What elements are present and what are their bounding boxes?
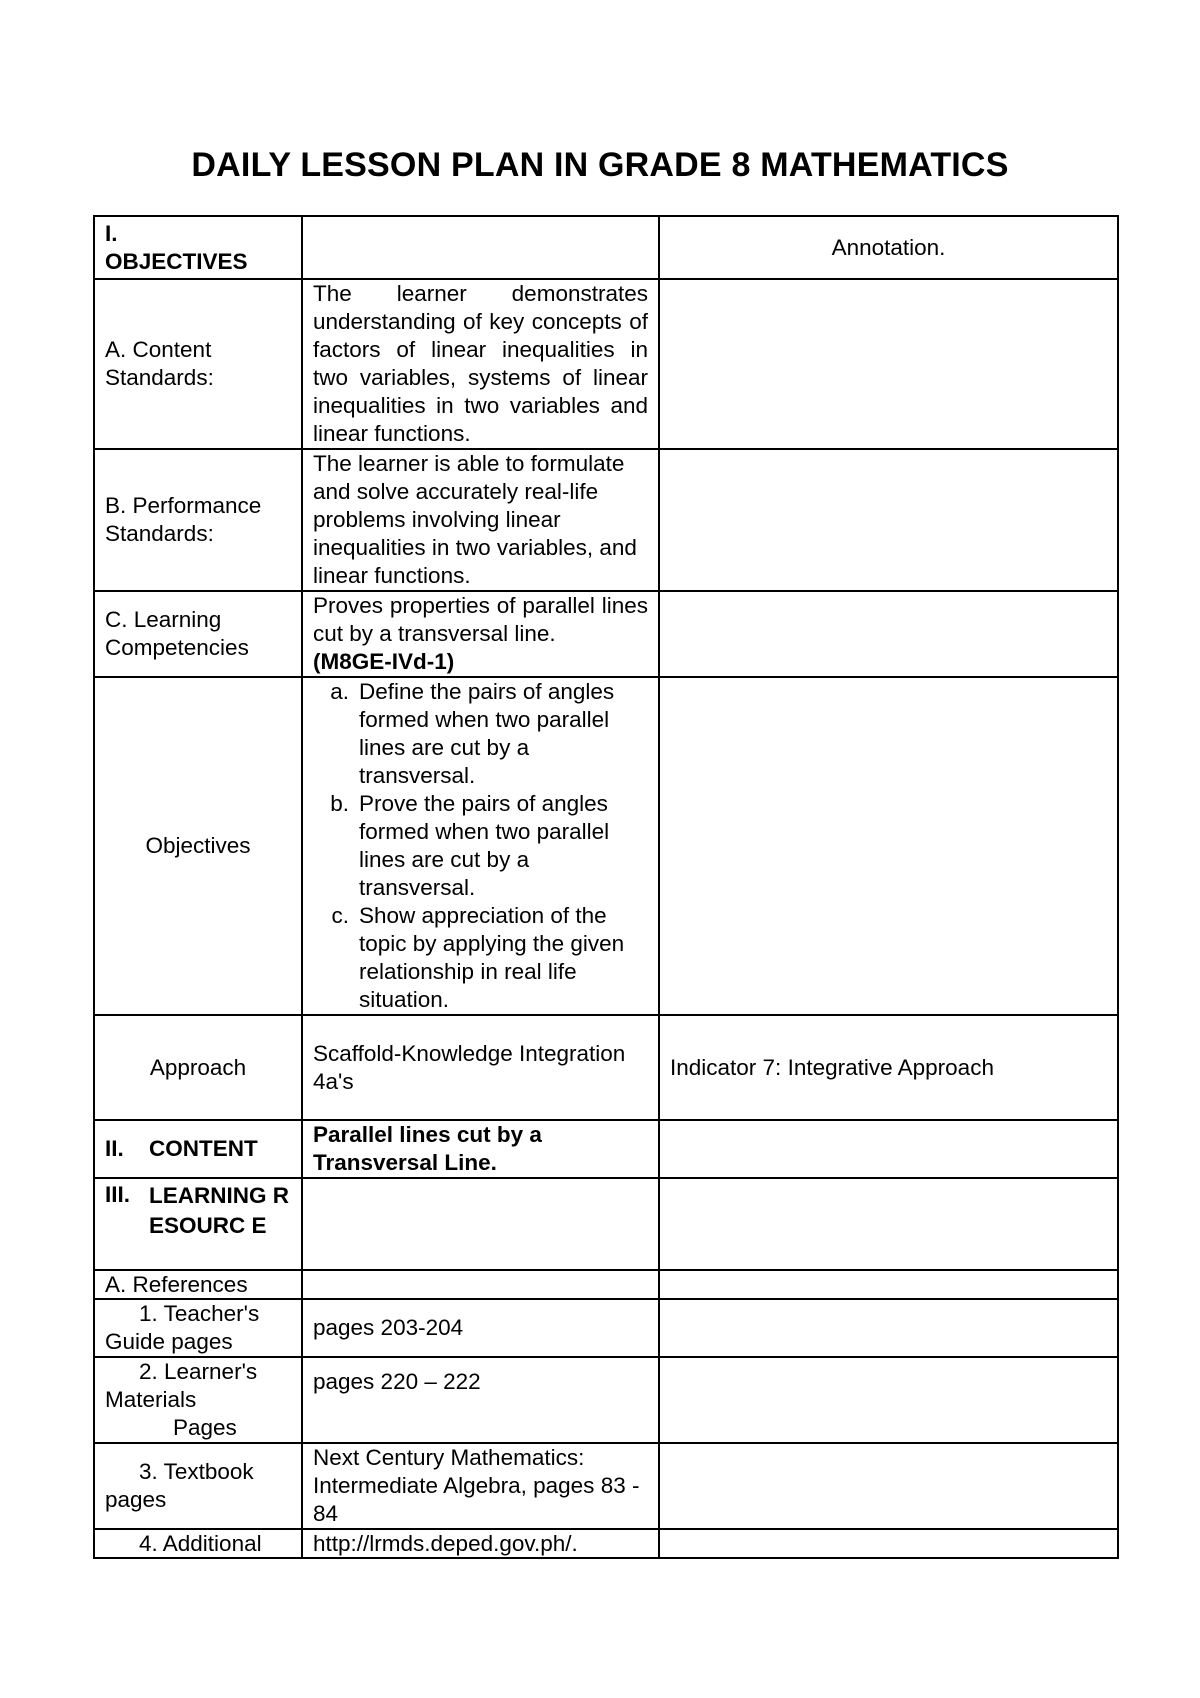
annotation-cell bbox=[659, 1443, 1118, 1529]
table-row-approach bbox=[94, 1015, 1118, 1120]
approach-text: Scaffold-Knowledge Integration 4a's bbox=[302, 1015, 659, 1120]
table-row-learning-resources bbox=[94, 1178, 1118, 1270]
objectives-section-label: I. OBJECTIVES bbox=[94, 216, 302, 279]
section-number: II. bbox=[105, 1136, 124, 1161]
table-row-teachers-guide bbox=[94, 1299, 1118, 1357]
empty-cell bbox=[302, 1178, 659, 1270]
list-text: Define the pairs of angles formed when two parallel lines are cut by a transversal. bbox=[359, 679, 615, 788]
list-letter: b. bbox=[330, 791, 349, 816]
table-row-textbook bbox=[94, 1443, 1118, 1529]
section-number: III. bbox=[105, 1182, 131, 1207]
list-item bbox=[313, 790, 648, 902]
performance-standards-label: B. Performance Standards: bbox=[94, 449, 302, 591]
table-row-performance-standards bbox=[94, 449, 1118, 591]
textbook-label bbox=[94, 1443, 302, 1529]
annotation-cell bbox=[659, 1270, 1118, 1299]
table-row-content-standards bbox=[94, 279, 1118, 449]
textbook-value: Next Century Mathematics: Intermediate Algebra, pages 83 - 84 bbox=[302, 1443, 659, 1529]
learning-competencies-text: Proves properties of parallel lines cut by a transversal line. bbox=[313, 593, 648, 646]
annotation-cell bbox=[659, 279, 1118, 449]
annotation-cell bbox=[659, 591, 1118, 677]
list-text: Show appreciation of the topic by applying the given relationship in real life situation. bbox=[359, 903, 625, 1012]
objectives-list-cell bbox=[302, 677, 659, 1015]
annotation-cell bbox=[659, 1120, 1118, 1178]
additional-label-text: 4. Additional bbox=[139, 1530, 262, 1556]
annotation-cell bbox=[659, 1357, 1118, 1443]
list-letter: a. bbox=[330, 679, 349, 704]
page-title: DAILY LESSON PLAN IN GRADE 8 MATHEMATICS bbox=[191, 146, 1009, 184]
learners-materials-label-mid: Materials bbox=[105, 1387, 197, 1412]
annotation-cell bbox=[659, 1299, 1118, 1357]
additional-value: http://lrmds.deped.gov.ph/. bbox=[302, 1529, 659, 1558]
teachers-guide-label-rest: Guide pages bbox=[105, 1329, 233, 1354]
teachers-guide-label bbox=[94, 1299, 302, 1357]
teachers-guide-value: pages 203-204 bbox=[302, 1299, 659, 1357]
annotation-header: Annotation. bbox=[659, 216, 1118, 279]
list-item bbox=[313, 902, 648, 1014]
learners-materials-label bbox=[94, 1357, 302, 1443]
content-standards-label: A. Content Standards: bbox=[94, 279, 302, 449]
annotation-cell bbox=[659, 677, 1118, 1015]
approach-label: Approach bbox=[94, 1015, 302, 1120]
learners-materials-label-rest: Pages bbox=[173, 1415, 237, 1440]
learning-competencies-cell bbox=[302, 591, 659, 677]
textbook-label-rest: pages bbox=[105, 1487, 167, 1512]
section-title: CONTENT bbox=[149, 1136, 258, 1161]
learners-materials-label-num: 2. Learner's bbox=[139, 1359, 258, 1384]
table-row-content bbox=[94, 1120, 1118, 1178]
table-row-learning-competencies bbox=[94, 591, 1118, 677]
empty-cell bbox=[302, 1270, 659, 1299]
objectives-list bbox=[313, 678, 648, 1014]
lesson-plan-table bbox=[93, 215, 1119, 1559]
learning-competencies-label: C. Learning Competencies bbox=[94, 591, 302, 677]
section-title: LEARNING RESOURC E bbox=[149, 1183, 289, 1238]
learners-materials-value: pages 220 – 222 bbox=[302, 1357, 659, 1443]
references-label: A. References bbox=[94, 1270, 302, 1299]
list-item bbox=[313, 678, 648, 790]
table-row-learners-materials bbox=[94, 1357, 1118, 1443]
table-row-references bbox=[94, 1270, 1118, 1299]
list-letter: c. bbox=[331, 903, 349, 928]
objectives-label: Objectives bbox=[94, 677, 302, 1015]
content-standards-text: The learner demonstrates understanding of key concepts of factors of linear inequalities in two variables, systems of linear inequalities in two variables and linear functions. bbox=[302, 279, 659, 449]
competency-code: (M8GE-IVd-1) bbox=[313, 649, 455, 674]
teachers-guide-label-num: 1. Teacher's bbox=[139, 1301, 260, 1326]
approach-annotation: Indicator 7: Integrative Approach bbox=[659, 1015, 1118, 1120]
textbook-label-num: 3. Textbook bbox=[139, 1459, 254, 1484]
learning-resources-label bbox=[94, 1178, 302, 1270]
annotation-cell bbox=[659, 1529, 1118, 1558]
table-row-additional bbox=[94, 1529, 1118, 1558]
annotation-cell bbox=[659, 449, 1118, 591]
list-text: Prove the pairs of angles formed when two parallel lines are cut by a transversal. bbox=[359, 791, 610, 900]
content-section-label bbox=[94, 1120, 302, 1178]
table-row-objectives bbox=[94, 677, 1118, 1015]
performance-standards-text: The learner is able to formulate and solve accurately real-life problems involving linear inequalities in two variables, and linear functions. bbox=[302, 449, 659, 591]
annotation-cell bbox=[659, 1178, 1118, 1270]
additional-label bbox=[94, 1529, 302, 1558]
table-row-objectives-header bbox=[94, 216, 1118, 279]
empty-cell bbox=[302, 216, 659, 279]
content-text: Parallel lines cut by a Transversal Line. bbox=[302, 1120, 659, 1178]
